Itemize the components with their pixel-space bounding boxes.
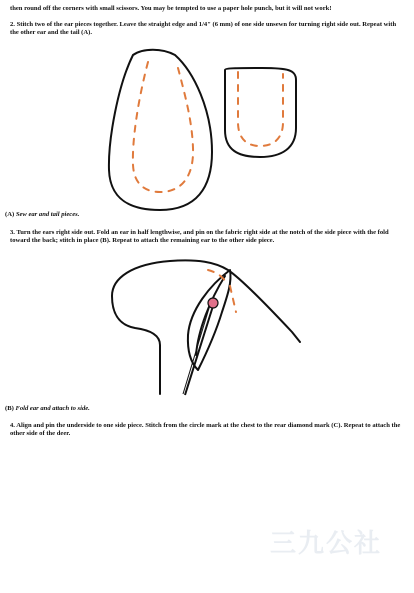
caption-a-text: Sew ear and tail pieces. <box>15 211 80 218</box>
caption-b-text: Fold ear and attach to side. <box>15 405 90 412</box>
paragraph-step-3: 3. Turn the ears right side out. Fold an ear in half lengthwise, and pin on the fabric right side at the notch of the side piece with the fold toward the back; stitch in place (B). Repeat to attach the remaining ear to the other side piece. <box>10 229 389 245</box>
paragraph-step-2: 2. Stitch two of the ear pieces together. Leave the straight edge and 1/4" (6 mm) of one side unsewn for turning right side out. Repeat with the other ear and the tail (A). <box>10 21 397 37</box>
paragraph-top: then round off the corners with small scissors. You may be tempted to use a paper hole punch, but it will not work! <box>10 5 332 12</box>
paragraph-step-4: 4. Align and pin the underside to one side piece. Stitch from the circle mark at the chest to the rear diamond mark (C). Repeat to attach the other side of the deer. <box>10 422 401 438</box>
caption-a-label: (A) <box>5 211 15 218</box>
pin-shaft-edge <box>183 305 210 394</box>
caption-b <box>5 405 90 412</box>
watermark: 三九公社 <box>270 529 383 559</box>
pin-head <box>208 298 218 308</box>
caption-b-label: (B) <box>5 405 14 412</box>
